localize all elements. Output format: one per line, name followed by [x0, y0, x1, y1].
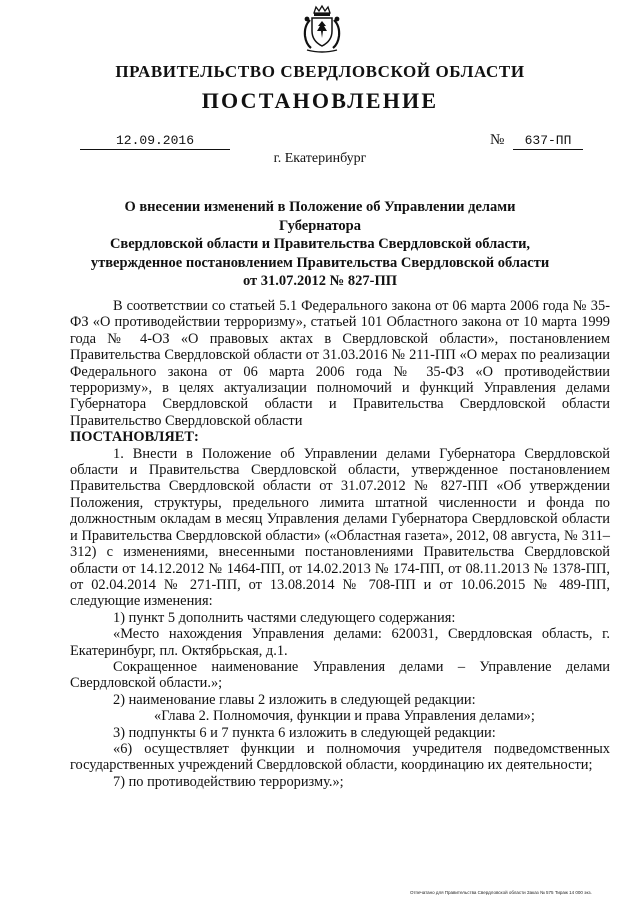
city: г. Екатеринбург — [273, 151, 367, 166]
organization-name: ПРАВИТЕЛЬСТВО СВЕРДЛОВСКОЙ ОБЛАСТИ — [115, 62, 525, 81]
subitem-7-paragraph: 7) по противодействию терроризму.»; — [113, 773, 344, 790]
subitem-6-paragraph: «6) осуществляет функции и полномочия учредителя подведомственных государственных учреждений Свердловской области, координацию их деятельности; — [70, 740, 610, 774]
document-number: 637-ПП — [513, 132, 583, 150]
title-line: утвержденное постановлением Правительства Свердловской области — [90, 254, 550, 271]
preamble-paragraph: В соответствии со статьей 5.1 Федерального закона от 06 марта 2006 года № 35-ФЗ «О противодействии терроризму», статьей 101 Областного закона от 10 марта 1999 года № 4-ОЗ «О правовых актах в Свердловской области», постановлением Правительства Свердловской области от 31.03.2016 № 211-ПП «О мерах по реализации Федерального закона от 06 марта 2006 года № 35-ФЗ «О противодействии терроризму», в целях актуализации полномочий и функций Управления делами Губернатора Свердловской области и Правительства Свердловской области Правительство Свердловской области — [70, 298, 610, 429]
document-body — [70, 298, 610, 790]
subitem-2: 2) наименование главы 2 изложить в следующей редакции: — [113, 691, 476, 708]
document-date: 12.09.2016 — [80, 132, 230, 150]
title-line: от 31.07.2012 № 827-ПП — [242, 273, 397, 289]
print-footer: Отпечатано для Правительства Свердловской области Заказ № 575 Тираж 14 000 экз. — [410, 890, 592, 895]
place-paragraph: «Место нахождения Управления делами: 620031, Свердловская область, г. Екатеринбург, пл. Октябрьская, д.1. — [70, 626, 610, 659]
short-name-paragraph: Сокращенное наименование Управления делами – Управление делами Свердловской области.»; — [70, 658, 610, 692]
document-type: ПОСТАНОВЛЕНИЕ — [201, 88, 439, 113]
coat-of-arms-icon — [297, 4, 347, 54]
number-sign: № — [490, 132, 505, 148]
title-line: Свердловской области и Правительства Свердловской области, — [109, 236, 531, 252]
chapter-2-title: «Глава 2. Полномочия, функции и права Управления делами»; — [154, 708, 535, 725]
document-title — [90, 198, 550, 291]
title-line: О внесении изменений в Положение об Управлении делами Губернатора — [124, 199, 516, 234]
decree-word: ПОСТАНОВЛЯЕТ: — [70, 429, 199, 446]
subitem-1: 1) пункт 5 дополнить частями следующего содержания: — [113, 609, 456, 626]
subitem-3: 3) подпункты 6 и 7 пункта 6 изложить в следующей редакции: — [113, 724, 496, 741]
item-1-paragraph: 1. Внести в Положение об Управлении делами Губернатора Свердловской области и Правительства Свердловской области, утвержденное постановлением Правительства Свердловской области от 31.07.2012 № 827-ПП «Об утверждении Положения, структуры, предельного лимита штатной численности и фонда по должностным окладам в месяц Управления делами Губернатора Свердловской области и Правительства Свердловской области» («Областная газета», 2012, 08 августа, № 311–312) с изменениями, внесенными постановлениями Правительства Свердловской области от 14.12.2012 № 1464-ПП, от 14.02.2013 № 174-ПП, от 08.11.2013 № 1378-ПП, от 02.04.2014 № 271-ПП, от 13.08.2014 № 708-ПП и от 10.06.2015 № 489-ПП, следующие изменения: — [70, 445, 610, 610]
